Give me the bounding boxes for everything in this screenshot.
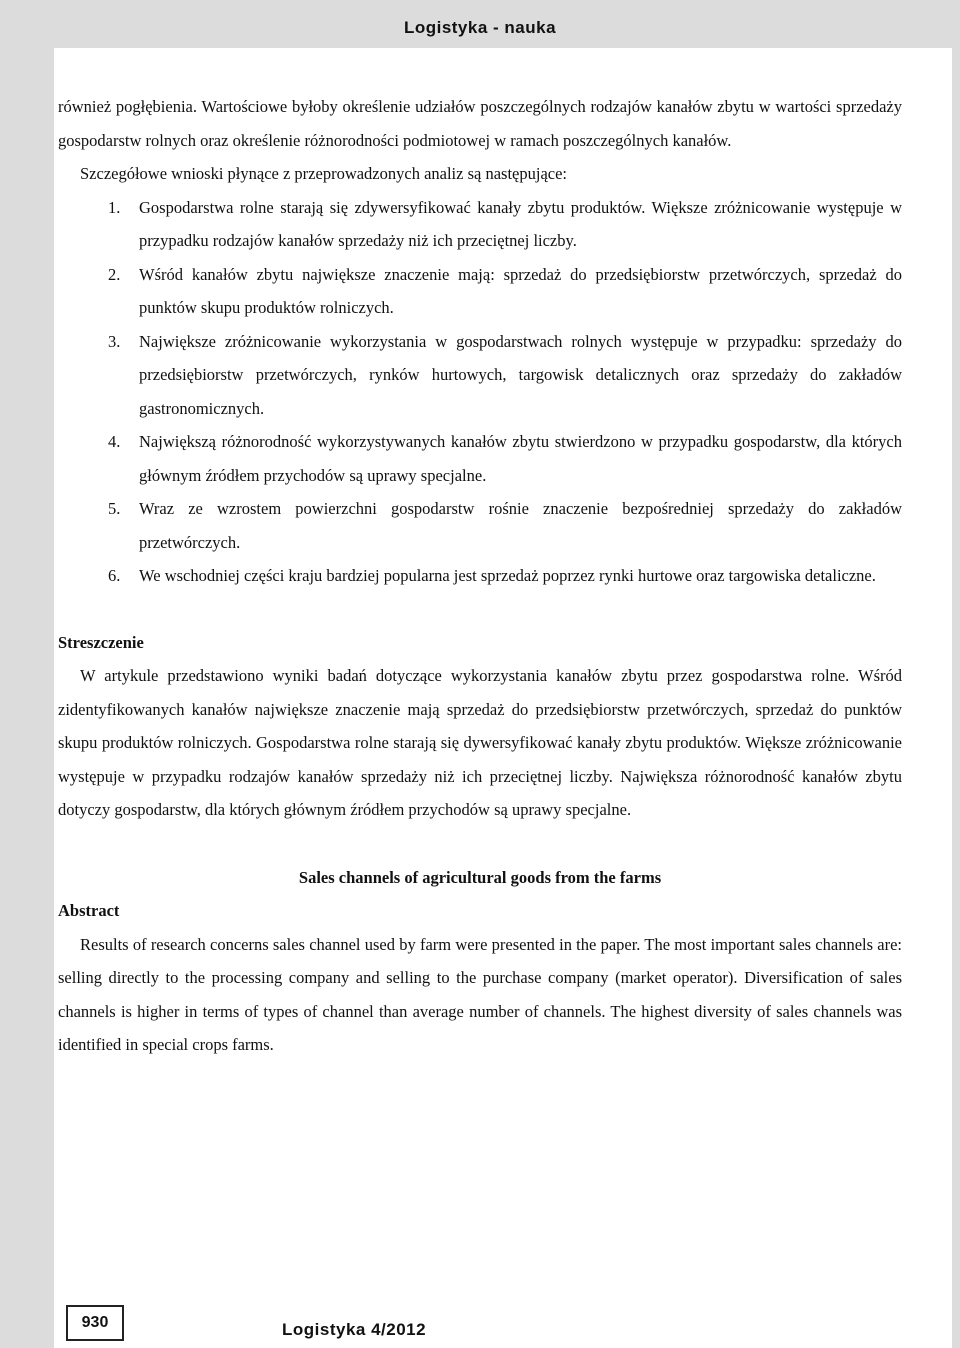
section-spacer bbox=[58, 593, 902, 626]
list-item-number: 3. bbox=[108, 331, 121, 351]
list-item-number: 1. bbox=[108, 197, 121, 217]
section-spacer bbox=[58, 827, 902, 861]
abstract-text: Results of research concerns sales channel used by farm were presented in the paper. The most important sales channels are: selling directly to the processing company and selling to the purchase company (market operator). Diversification of sales channels is higher in terms of types of channel than average number of channels. The highest diversity of sales channels was identified in special crops farms. bbox=[58, 934, 902, 1054]
list-item-text: Największe zróżnicowanie wykorzystania w gospodarstwach rolnych występuje w przypadku: sprzedaży do przedsiębiorstw przetwórczych, rynków hurtowych, targowisk detalicznych oraz sprzedaży do zakładów gastronomicznych. bbox=[139, 331, 902, 418]
page-header bbox=[0, 0, 960, 48]
list-item bbox=[58, 492, 902, 559]
list-item bbox=[58, 191, 902, 258]
continuation-paragraph: również pogłębienia. Wartościowe byłoby określenie udziałów poszczególnych rodzajów kanałów zbytu w wartości sprzedaży gospodarstw rolnych oraz określenie różnorodności podmiotowej w ramach poszczególnych kanałów. bbox=[58, 97, 902, 150]
streszczenie-text: W artykule przedstawiono wyniki badań dotyczące wykorzystania kanałów zbytu przez gospodarstwa rolne. Wśród zidentyfikowanych kanałów największe znaczenie mają sprzedaż do przedsiębiorstw przetwórczych, sprzedaż do punktów skupu produktów rolniczych. Gospodarstwa rolne starają się dywersyfikować kanały zbytu produktów. Większe zróżnicowanie występuje w przypadku rodzajów kanałów sprzedaży niż ich przeciętnej liczby. Największa różnorodność kanałów zbytu dotyczy gospodarstw, dla których głównym źródłem przychodów są uprawy specjalne. bbox=[58, 666, 902, 819]
header-title: Logistyka - nauka bbox=[403, 18, 557, 37]
list-item bbox=[58, 425, 902, 492]
list-item-number: 6. bbox=[108, 566, 121, 585]
footer-journal: Logistyka 4/2012 bbox=[282, 1320, 427, 1339]
list-item-text: Największą różnorodność wykorzystywanych kanałów zbytu stwierdzono w przypadku gospodarstw, dla których głównym źródłem przychodów są uprawy specjalne. bbox=[139, 432, 902, 485]
list-item-text: We wschodniej części kraju bardziej popularna jest sprzedaż poprzez rynki hurtowe oraz targowiska detaliczne. bbox=[139, 566, 876, 585]
streszczenie-heading: Streszczenie bbox=[58, 632, 144, 652]
right-margin-strip bbox=[952, 48, 960, 1348]
conclusions-list bbox=[58, 191, 902, 593]
list-item bbox=[58, 258, 902, 325]
page-number-box bbox=[66, 1305, 124, 1341]
list-item-text: Gospodarstwa rolne starają się zdywersyfikować kanały zbytu produktów. Większe zróżnicowanie występuje w przypadku rodzajów kanałów sprzedaży niż ich przeciętnej liczby. bbox=[139, 197, 902, 250]
english-title: Sales channels of agricultural goods from the farms bbox=[298, 867, 662, 887]
left-margin-strip bbox=[0, 48, 54, 1348]
list-item bbox=[58, 325, 902, 426]
conclusions-intro: Szczegółowe wnioski płynące z przeprowadzonych analiz są następujące: bbox=[80, 164, 567, 183]
list-item-number: 4. bbox=[108, 432, 121, 451]
list-item-text: Wśród kanałów zbytu największe znaczenie mają: sprzedaż do przedsiębiorstw przetwórczych, sprzedaż do punktów skupu produktów rolniczych. bbox=[139, 264, 902, 317]
list-item-number: 5. bbox=[108, 499, 121, 518]
abstract-heading: Abstract bbox=[58, 901, 120, 920]
list-item bbox=[58, 559, 902, 593]
article-body bbox=[58, 90, 902, 1062]
page-number: 930 bbox=[81, 1314, 109, 1331]
list-item-number: 2. bbox=[108, 264, 121, 284]
list-item-text: Wraz ze wzrostem powierzchni gospodarstw rośnie znaczenie bezpośredniej sprzedaży do zakładów przetwórczych. bbox=[139, 499, 902, 552]
